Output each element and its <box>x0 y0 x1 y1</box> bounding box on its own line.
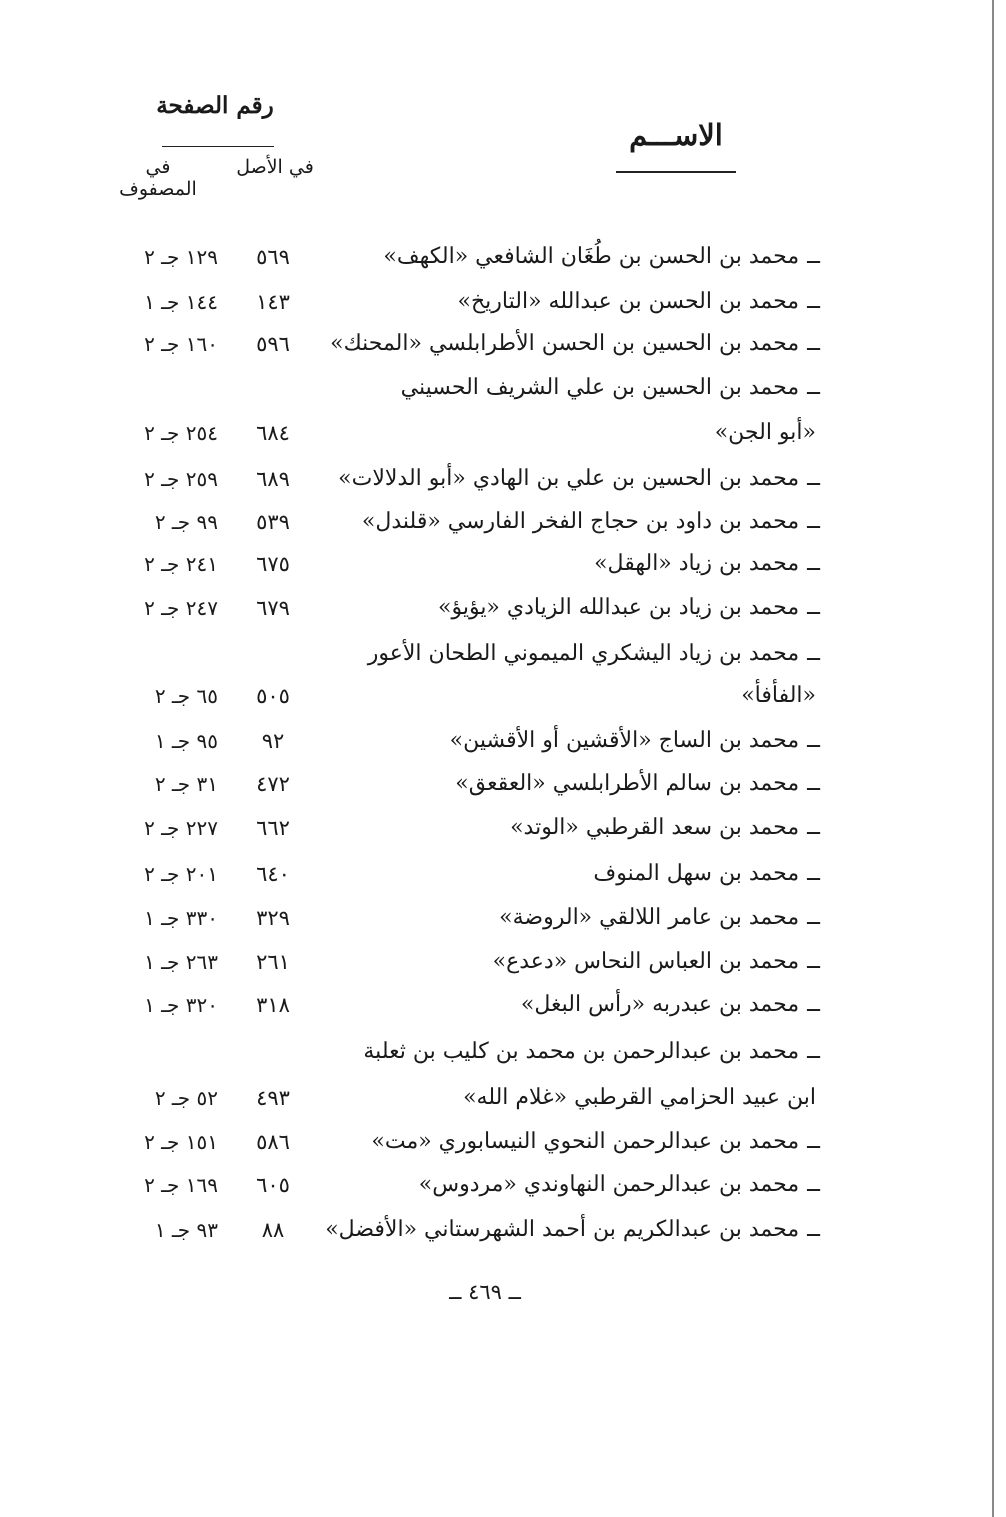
index-entry-continuation <box>0 1076 1006 1120</box>
entry-name-text: محمد بن زياد بن عبدالله الزيادي «يؤيؤ» <box>438 595 800 620</box>
original-page-number: ٦٠٥ <box>256 1173 290 1197</box>
index-entry <box>0 762 1006 806</box>
printed-page-reference: ١٦٩ جـ ٢ <box>144 1173 218 1197</box>
entry-name-text: محمد بن الحسين بن الحسن الأطرابلسي «المحنك» <box>330 331 800 356</box>
printed-page-reference: ٦٥ جـ ٢ <box>154 684 218 708</box>
index-entry <box>0 500 1006 544</box>
entry-name <box>300 762 820 806</box>
entry-name-continuation: «أبو الجن» <box>714 420 816 445</box>
entry-dash: ــ <box>807 641 820 666</box>
entry-name-text: محمد بن سهل المنوف <box>593 861 800 886</box>
entry-name <box>300 366 820 410</box>
entry-dash: ــ <box>807 949 820 974</box>
entry-name <box>300 542 820 586</box>
entry-dash: ــ <box>807 1217 820 1242</box>
entry-dash: ــ <box>807 992 820 1017</box>
entry-dash: ــ <box>807 331 820 356</box>
printed-page-reference: ٢٥٤ جـ ٢ <box>144 421 218 445</box>
printed-page-reference: ٣٣٠ جـ ١ <box>144 906 218 930</box>
original-page-number: ٤٧٢ <box>256 772 290 796</box>
entry-name-text: محمد بن الحسن بن طُغَان الشافعي «الكهف» <box>383 244 800 269</box>
original-column-heading: في الأصل <box>236 156 314 178</box>
printed-page-reference: ١٦٠ جـ ٢ <box>144 332 218 356</box>
printed-page-reference: ٩٣ جـ ١ <box>154 1218 218 1242</box>
entry-name <box>300 500 820 544</box>
entry-name-text: محمد بن الحسين بن علي بن الهادي «أبو الدلالات» <box>338 466 800 491</box>
original-page-number: ٦٤٠ <box>256 862 290 886</box>
entry-name-text: محمد بن سالم الأطرابلسي «العقعق» <box>455 771 800 796</box>
printed-page-reference: ٢٦٣ جـ ١ <box>144 950 218 974</box>
entry-name-text: محمد بن عبدالرحمن النهاوندي «مردوس» <box>418 1172 800 1197</box>
entry-name <box>300 806 820 850</box>
entry-name <box>300 1030 820 1074</box>
printed-page-reference: ٩٥ جـ ١ <box>154 729 218 753</box>
entry-dash: ــ <box>807 815 820 840</box>
printed-page-reference: ٢٠١ جـ ٢ <box>144 862 218 886</box>
entry-name <box>300 719 820 763</box>
original-page-number: ٥٩٦ <box>256 332 290 356</box>
entry-name <box>300 235 820 279</box>
entry-name <box>300 1120 820 1164</box>
entry-name <box>300 896 820 940</box>
entry-name-text: محمد بن عبدالرحمن النحوي النيسابوري «مت» <box>371 1129 800 1154</box>
entry-name-text: محمد بن عبدربه «رأس البغل» <box>520 992 800 1017</box>
printed-page-reference: ٢٤١ جـ ٢ <box>144 552 218 576</box>
entry-name-text: محمد بن الحسن بن عبدالله «التاريخ» <box>457 289 800 314</box>
printed-page-reference: ٣٢٠ جـ ١ <box>144 993 218 1017</box>
original-page-number: ٦٨٩ <box>256 467 290 491</box>
printed-page-reference: ٢٥٩ جـ ٢ <box>144 467 218 491</box>
heading-divider <box>162 146 274 147</box>
index-entry <box>0 1208 1006 1252</box>
entry-name-text: محمد بن سعد القرطبي «الوتد» <box>510 815 800 840</box>
printed-page-reference: ٣١ جـ ٢ <box>154 772 218 796</box>
original-page-number: ٦٧٩ <box>256 596 290 620</box>
entry-name <box>300 632 820 676</box>
entry-name <box>300 1208 820 1252</box>
original-page-number: ٦٧٥ <box>256 552 290 576</box>
original-page-number: ٣١٨ <box>256 993 290 1017</box>
entry-dash: ــ <box>807 509 820 534</box>
original-page-number: ٩٢ <box>261 729 285 753</box>
entry-dash: ــ <box>807 1039 820 1064</box>
original-page-number: ٥٣٩ <box>256 510 290 534</box>
entry-name <box>300 457 820 501</box>
entry-dash: ــ <box>807 289 820 314</box>
original-page-number: ١٤٣ <box>256 290 290 314</box>
index-entry <box>0 235 1006 279</box>
printed-page-reference: ٢٤٧ جـ ٢ <box>144 596 218 620</box>
entry-dash: ــ <box>807 861 820 886</box>
entry-name-text: محمد بن زياد اليشكري الميموني الطحان الأعور <box>367 641 800 666</box>
entry-dash: ــ <box>807 728 820 753</box>
index-entry <box>0 1030 1006 1074</box>
index-entry <box>0 586 1006 630</box>
entry-name <box>300 940 820 984</box>
index-entry <box>0 542 1006 586</box>
printed-page-reference: ٩٩ جـ ٢ <box>154 510 218 534</box>
entry-name <box>300 586 820 630</box>
entry-dash: ــ <box>807 905 820 930</box>
original-page-number: ٨٨ <box>261 1218 285 1242</box>
original-page-number: ٥٨٦ <box>256 1130 290 1154</box>
original-page-number: ٢٦١ <box>256 950 290 974</box>
entry-name-text: محمد بن عبدالكريم بن أحمد الشهرستاني «الأفضل» <box>325 1217 800 1242</box>
entry-name-continuation: ابن عبيد الحزامي القرطبي «غلام الله» <box>463 1085 816 1110</box>
entry-name-text: محمد بن زياد «الهقل» <box>594 551 800 576</box>
entry-name <box>300 852 820 896</box>
index-entry <box>0 896 1006 940</box>
entry-name <box>300 322 820 366</box>
index-entry-continuation <box>0 674 1006 718</box>
original-page-number: ٣٢٩ <box>256 906 290 930</box>
index-entry <box>0 322 1006 366</box>
entry-name <box>300 280 820 324</box>
entry-dash: ــ <box>807 595 820 620</box>
entry-dash: ــ <box>807 551 820 576</box>
original-page-number: ٥٠٥ <box>256 684 290 708</box>
name-heading-underline <box>616 171 736 173</box>
entry-dash: ــ <box>807 375 820 400</box>
index-entry <box>0 1163 1006 1207</box>
entry-name-text: محمد بن العباس النحاس «دعدع» <box>492 949 800 974</box>
name-column-heading: الاســـم <box>629 118 723 152</box>
index-entry <box>0 457 1006 501</box>
entry-name-text: محمد بن الساج «الأقشين أو الأقشين» <box>449 728 800 753</box>
entry-name <box>300 983 820 1027</box>
entry-dash: ــ <box>807 244 820 269</box>
entry-dash: ــ <box>807 771 820 796</box>
index-entry <box>0 940 1006 984</box>
index-entry <box>0 280 1006 324</box>
entry-name-text: محمد بن داود بن حجاج الفخر الفارسي «قلندل» <box>361 509 800 534</box>
printed-page-reference: ٢٢٧ جـ ٢ <box>144 816 218 840</box>
entry-name <box>300 1163 820 1207</box>
printed-page-reference: ١٥١ جـ ٢ <box>144 1130 218 1154</box>
entry-dash: ــ <box>807 466 820 491</box>
index-entry-continuation <box>0 411 1006 455</box>
original-page-number: ٥٦٩ <box>256 245 290 269</box>
original-page-number: ٦٨٤ <box>256 421 290 445</box>
original-page-number: ٤٩٣ <box>256 1086 290 1110</box>
printed-page-reference: ١٢٩ جـ ٢ <box>144 245 218 269</box>
entry-name-continuation: «الفأفأ» <box>741 683 816 708</box>
entry-name-text: محمد بن عامر اللالقي «الروضة» <box>499 905 800 930</box>
index-entry <box>0 852 1006 896</box>
index-entry <box>0 632 1006 676</box>
index-entry <box>0 1120 1006 1164</box>
page-number-footer: ــ ٤٦٩ ــ <box>449 1280 521 1304</box>
printed-page-reference: ٥٢ جـ ٢ <box>154 1086 218 1110</box>
page-number-heading: رقم الصفحة <box>156 92 274 119</box>
entry-name-text: محمد بن عبدالرحمن بن محمد بن كليب بن ثعلبة <box>363 1039 800 1064</box>
entry-dash: ــ <box>807 1129 820 1154</box>
printed-page-reference: ١٤٤ جـ ١ <box>144 290 218 314</box>
index-entry <box>0 366 1006 410</box>
printed-column-heading: في المصفوف <box>119 156 197 200</box>
index-entry <box>0 983 1006 1027</box>
index-entry <box>0 719 1006 763</box>
entry-dash: ــ <box>807 1172 820 1197</box>
index-entry <box>0 806 1006 850</box>
entry-name-text: محمد بن الحسين بن علي الشريف الحسيني <box>400 375 800 400</box>
original-page-number: ٦٦٢ <box>256 816 290 840</box>
